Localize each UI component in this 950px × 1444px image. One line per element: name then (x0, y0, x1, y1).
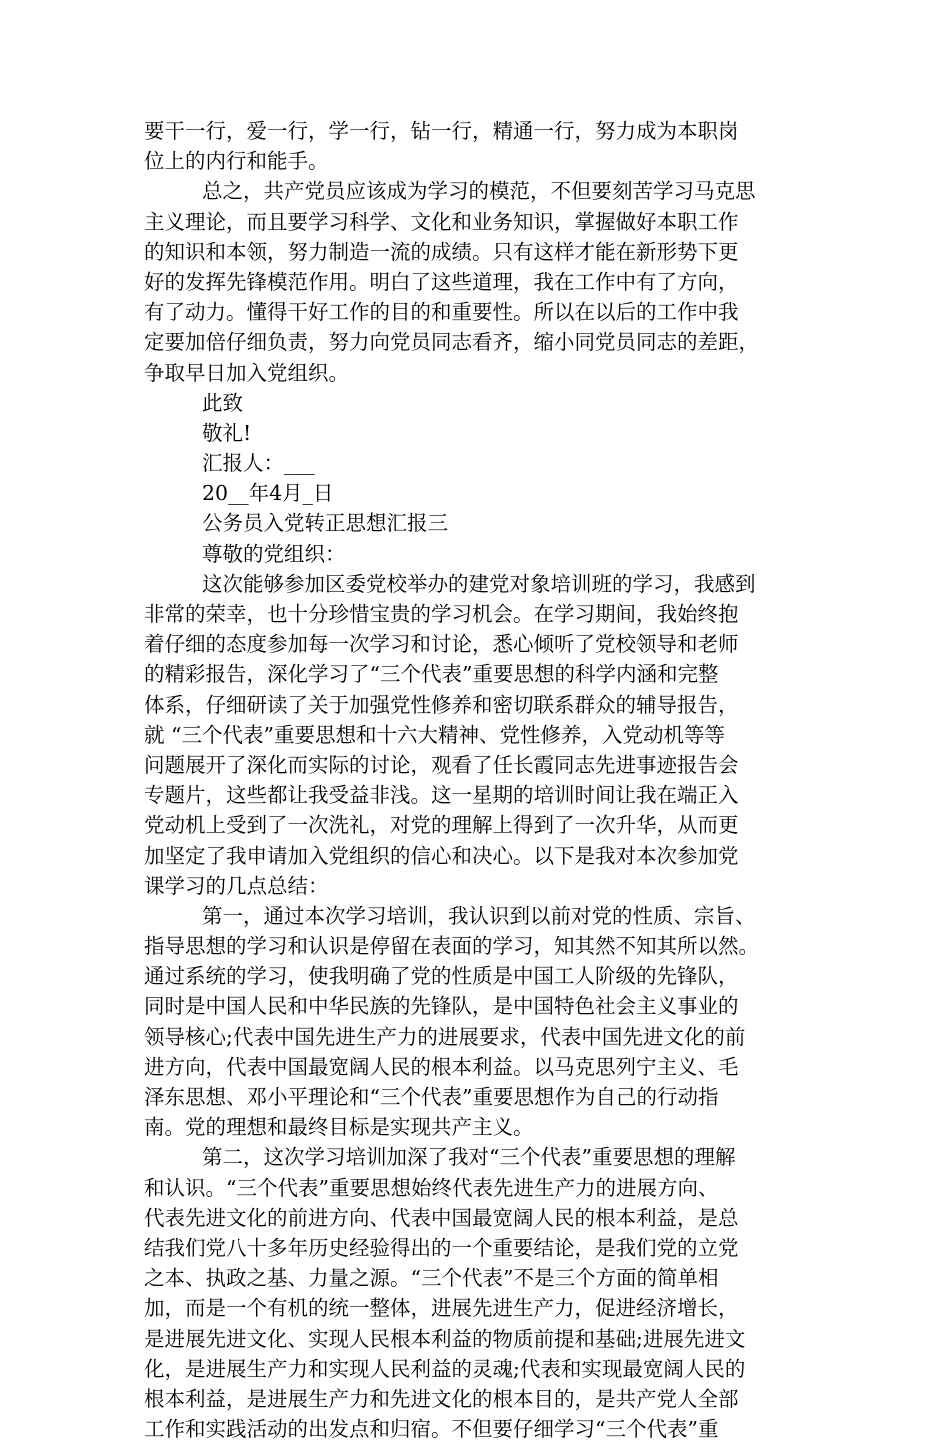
text-line: 非常的荣幸，也十分珍惜宝贵的学习机会。在学习期间，我始终抱 (144, 602, 739, 626)
text-line: 南。党的理想和最终目标是实现共产主义。 (144, 1115, 534, 1140)
text-line: 的知识和本领，努力制造一流的成绩。只有这样才能在新形势下更 (144, 239, 739, 264)
text-line: 问题展开了深化而实际的讨论，观看了任长霞同志先进事迹报告会 (144, 752, 739, 777)
text-line: 之本、执政之基、力量之源。“三个代表”不是三个方面的简单相 (144, 1266, 719, 1291)
text-line: 进方向，代表中国最宽阔人民的根本利益。以马克思列宁主义、毛 (144, 1054, 739, 1079)
text-line: 是进展先进文化、实现人民根本利益的物质前提和基础;进展先进文 (144, 1326, 746, 1351)
text-line: 领导核心;代表中国先进生产力的进展要求，代表中国先进文化的前 (144, 1024, 746, 1049)
text-line: 泽东思想、邓小平理论和“三个代表”重要思想作为自己的行动指 (144, 1085, 719, 1109)
text-line: 和认识。“三个代表”重要思想始终代表先进生产力的进展方向、 (144, 1175, 719, 1200)
text-line: 汇报人：___ (202, 451, 315, 476)
text-line: 体系，仔细研读了关于加强党性修养和密切联系群众的辅导报告， (144, 692, 739, 717)
text-line: 要干一行，爱一行，学一行，钻一行，精通一行，努力成为本职岗 (144, 119, 739, 143)
text-line: 根本利益，是进展生产力和先进文化的根本目的，是共产党人全部 (144, 1386, 739, 1411)
text-line: 定要加倍仔细负责，努力向党员同志看齐，缩小同党员同志的差距， (144, 330, 759, 355)
document-body (144, 116, 811, 1444)
text-line: 加坚定了我申请加入党组织的信心和决心。以下是我对本次参加党 (144, 843, 739, 868)
text-line: 加，而是一个有机的统一整体，进展先进生产力，促进经济增长， (144, 1296, 739, 1321)
text-line: 课学习的几点总结： (144, 873, 329, 898)
text-line: 有了动力。懂得干好工作的目的和重要性。所以在以后的工作中我 (144, 300, 739, 325)
text-line: 公务员入党转正思想汇报三 (202, 511, 448, 536)
text-line: 专题片，这些都让我受益非浅。这一星期的培训时间让我在端正入 (144, 783, 739, 808)
text-line: 敬礼! (202, 420, 252, 445)
text-line: 第二，这次学习培训加深了我对“三个代表”重要思想的理解 (202, 1145, 736, 1170)
text-line: 就 “三个代表”重要思想和十六大精神、党性修养，入党动机等等 (144, 722, 725, 747)
text-line: 尊敬的党组织： (202, 541, 346, 566)
text-line: 好的发挥先锋模范作用。明白了这些道理，我在工作中有了方向， (144, 269, 739, 294)
text-line: 的精彩报告，深化学习了“三个代表”重要思想的科学内涵和完整 (144, 662, 719, 687)
text-line: 党动机上受到了一次洗礼，对党的理解上得到了一次升华，从而更 (144, 813, 739, 838)
text-line: 这次能够参加区委党校举办的建党对象培训班的学习，我感到 (202, 571, 756, 596)
text-line: 工作和实践活动的出发点和归宿。不但要仔细学习“三个代表”重 (144, 1417, 719, 1442)
text-line: 20__年4月_日 (202, 481, 334, 506)
text-line: 主义理论，而且要学习科学、文化和业务知识，掌握做好本职工作 (144, 209, 739, 234)
text-line: 通过系统的学习，使我明确了党的性质是中国工人阶级的先锋队， (144, 964, 739, 989)
text-line: 着仔细的态度参加每一次学习和讨论，悉心倾听了党校领导和老师 (144, 632, 739, 657)
text-line: 结我们党八十多年历史经验得出的一个重要结论，是我们党的立党 (144, 1235, 739, 1260)
text-line: 代表先进文化的前进方向、代表中国最宽阔人民的根本利益，是总 (144, 1205, 739, 1230)
text-line: 位上的内行和能手。 (144, 149, 329, 174)
text-line: 争取早日加入党组织。 (144, 360, 349, 385)
text-line: 总之，共产党员应该成为学习的模范，不但要刻苦学习马克思 (202, 179, 756, 204)
text-line: 第一，通过本次学习培训，我认识到以前对党的性质、宗旨、 (202, 903, 756, 928)
text-line: 同时是中国人民和中华民族的先锋队，是中国特色社会主义事业的 (144, 994, 739, 1019)
text-line: 化，是进展生产力和实现人民利益的灵魂;代表和实现最宽阔人民的 (144, 1356, 746, 1381)
text-line: 此致 (202, 390, 243, 415)
text-line: 指导思想的学习和认识是停留在表面的学习，知其然不知其所以然。 (144, 934, 759, 959)
